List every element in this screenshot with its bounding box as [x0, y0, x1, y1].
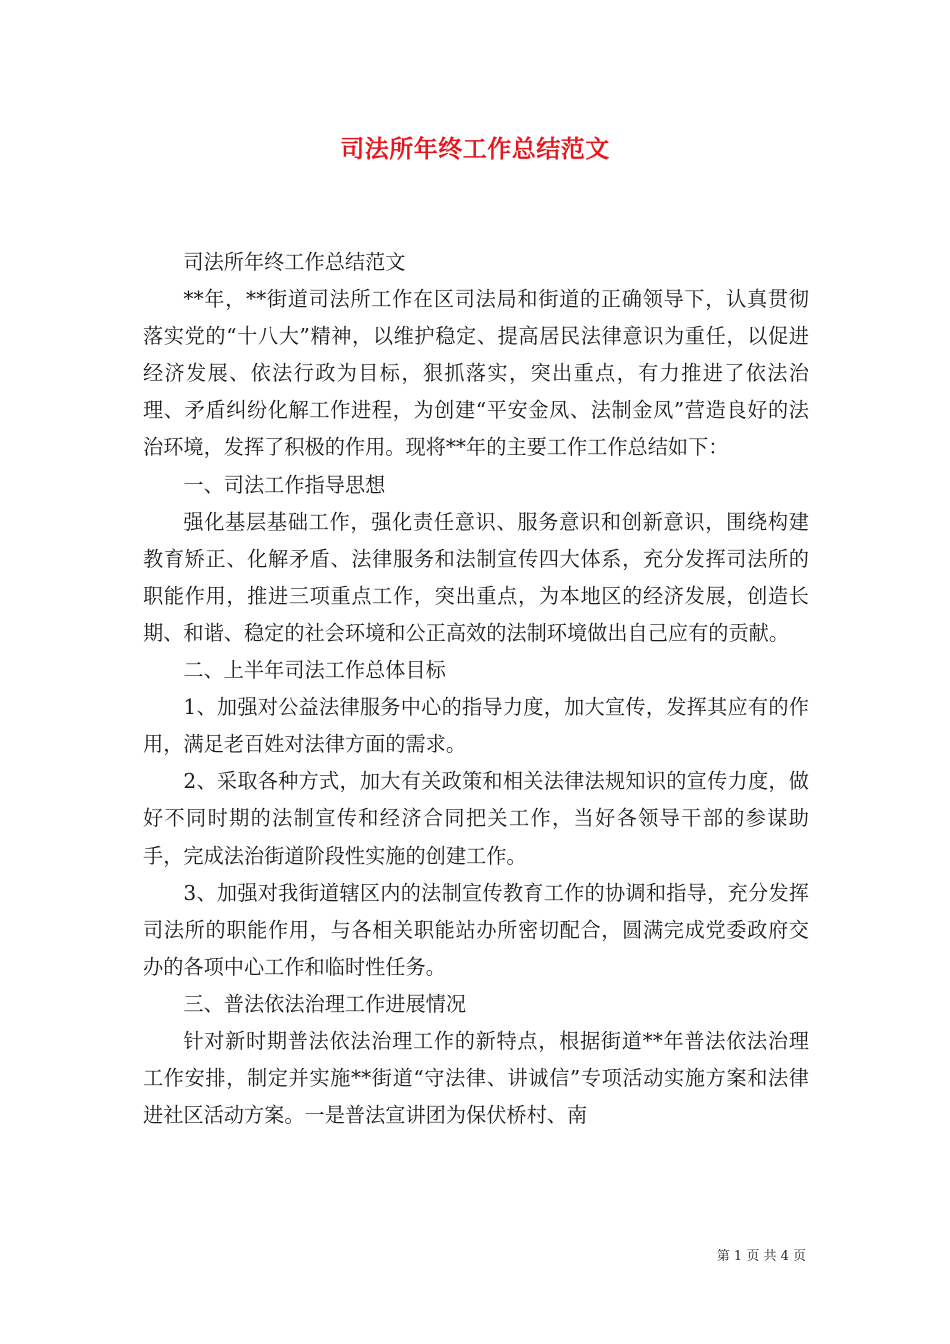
document-body: [143, 244, 809, 1134]
paragraph-intro: **年，**街道司法所工作在区司法局和街道的正确领导下，认真贯彻落实党的“十八大”精神，以维护稳定、提高居民法律意识为重任，以促进经济发展、依法行政为目标，狠抓落实，突出重点，有力推进了依法治理、矛盾纠纷化解工作进程，为创建“平安金凤、法制金凤”营造良好的法治环境，发挥了积极的作用。现将**年的主要工作工作总结如下：: [143, 287, 809, 460]
paragraph-guiding-ideology: 强化基层基础工作，强化责任意识、服务意识和创新意识，围绕构建教育矫正、化解矛盾、法律服务和法制宣传四大体系，充分发挥司法所的职能作用，推进三项重点工作，突出重点，为本地区的经济发展，创造长期、和谐、稳定的社会环境和公正高效的法制环境做出自己应有的贡献。: [143, 509, 809, 645]
paragraph-goal-3: 3、加强对我街道辖区内的法制宣传教育工作的协调和指导，充分发挥司法所的职能作用，与各相关职能站办所密切配合，圆满完成党委政府交办的各项中心工作和临时性任务。: [143, 880, 809, 979]
paragraph-goal-2: 2、采取各种方式，加大有关政策和相关法律法规知识的宣传力度，做好不同时期的法制宣传和经济合同把关工作，当好各领导干部的参谋助手，完成法治街道阶段性实施的创建工作。: [143, 769, 809, 868]
section-heading-2: 二、上半年司法工作总体目标: [183, 658, 446, 683]
paragraph-progress: 针对新时期普法依法治理工作的新特点，根据街道**年普法依法治理工作安排，制定并实施**街道“守法律、讲诚信”专项活动实施方案和法律进社区活动方案。一是普法宣讲团为保伏桥村、南: [143, 1028, 809, 1128]
section-heading-3: 三、普法依法治理工作进展情况: [183, 991, 467, 1016]
page-number-footer: 第 1 页 共 4 页: [716, 1249, 806, 1264]
paragraph-goal-1: 1、加强对公益法律服务中心的指导力度，加大宣传，发挥其应有的作用，满足老百姓对法律方面的需求。: [143, 695, 809, 757]
document-title: 司法所年终工作总结范文: [340, 135, 610, 163]
section-heading-1: 一、司法工作指导思想: [183, 472, 386, 497]
paragraph-heading-repeat: 司法所年终工作总结范文: [183, 250, 406, 274]
